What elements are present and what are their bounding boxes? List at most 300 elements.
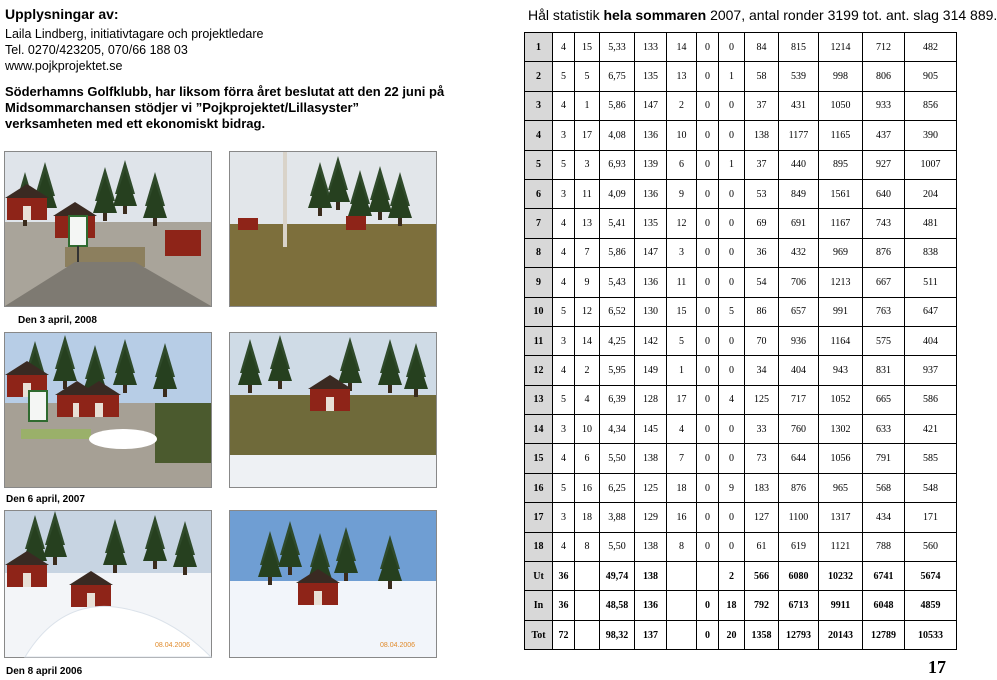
row-label-cell: 1 — [525, 33, 553, 62]
table-cell: 806 — [863, 62, 905, 91]
table-cell: 6080 — [779, 562, 819, 591]
row-label-cell: 6 — [525, 179, 553, 208]
table-cell: 137 — [635, 620, 667, 649]
table-cell: 1121 — [819, 532, 863, 561]
table-cell: 965 — [819, 473, 863, 502]
photo-2007-field — [229, 332, 437, 488]
table-cell — [667, 620, 697, 649]
table-cell: 9911 — [819, 591, 863, 620]
table-cell: 10232 — [819, 562, 863, 591]
table-cell: 0 — [697, 415, 719, 444]
table-cell: 667 — [863, 268, 905, 297]
table-cell: 9 — [719, 473, 745, 502]
table-cell: 712 — [863, 33, 905, 62]
table-cell: 0 — [697, 238, 719, 267]
table-cell: 743 — [863, 209, 905, 238]
table-cell: 792 — [745, 591, 779, 620]
table-total-row — [525, 562, 957, 591]
table-cell: 0 — [719, 356, 745, 385]
table-cell: 145 — [635, 415, 667, 444]
table-cell: 568 — [863, 473, 905, 502]
table-cell: 933 — [863, 91, 905, 120]
table-cell: 136 — [635, 591, 667, 620]
table-cell: 0 — [697, 150, 719, 179]
table-cell: 586 — [905, 385, 957, 414]
table-cell: 876 — [779, 473, 819, 502]
table-cell: 1007 — [905, 150, 957, 179]
table-cell: 0 — [697, 209, 719, 238]
table-cell: 0 — [697, 121, 719, 150]
table-cell: 7 — [575, 238, 600, 267]
table-cell: 5674 — [905, 562, 957, 591]
table-cell: 1165 — [819, 121, 863, 150]
table-cell: 149 — [635, 356, 667, 385]
table-cell: 36 — [553, 562, 575, 591]
table-cell: 4 — [553, 209, 575, 238]
table-cell: 1056 — [819, 444, 863, 473]
table-cell: 0 — [697, 326, 719, 355]
page-number: 17 — [928, 657, 946, 677]
table-cell: 936 — [779, 326, 819, 355]
table-cell: 129 — [635, 503, 667, 532]
contact-name: Laila Lindberg, initiativtagare och projektledare — [5, 27, 264, 41]
row-label-cell: 5 — [525, 150, 553, 179]
table-cell: 10 — [575, 415, 600, 444]
table-cell: 138 — [745, 121, 779, 150]
contact-website[interactable]: www.pojkprojektet.se — [5, 59, 123, 73]
row-label-cell: 2 — [525, 62, 553, 91]
row-label-cell: 14 — [525, 415, 553, 444]
table-cell: 33 — [745, 415, 779, 444]
table-cell: 831 — [863, 356, 905, 385]
table-cell: 0 — [697, 591, 719, 620]
table-cell: 5 — [575, 62, 600, 91]
table-row — [525, 91, 957, 120]
table-cell: 4 — [553, 238, 575, 267]
table-cell: 0 — [697, 532, 719, 561]
table-cell: 6741 — [863, 562, 905, 591]
table-cell: 4859 — [905, 591, 957, 620]
table-cell: 0 — [719, 121, 745, 150]
table-cell: 5 — [553, 385, 575, 414]
row-label-cell: 16 — [525, 473, 553, 502]
table-cell: 15 — [667, 297, 697, 326]
table-cell: 18 — [719, 591, 745, 620]
table-cell: 9 — [575, 268, 600, 297]
table-cell: 8 — [575, 532, 600, 561]
table-cell: 128 — [635, 385, 667, 414]
table-cell: 0 — [719, 91, 745, 120]
table-cell: 998 — [819, 62, 863, 91]
table-cell: 482 — [905, 33, 957, 62]
table-cell: 5,86 — [600, 91, 635, 120]
table-cell: 1561 — [819, 179, 863, 208]
table-cell: 575 — [863, 326, 905, 355]
table-cell: 791 — [863, 444, 905, 473]
row-label-cell: 8 — [525, 238, 553, 267]
table-cell: 0 — [719, 444, 745, 473]
table-cell: 11 — [667, 268, 697, 297]
table-cell: 849 — [779, 179, 819, 208]
table-cell: 3 — [553, 121, 575, 150]
table-cell: 0 — [697, 268, 719, 297]
table-cell: 37 — [745, 91, 779, 120]
table-cell: 895 — [819, 150, 863, 179]
table-cell: 183 — [745, 473, 779, 502]
table-cell: 905 — [905, 62, 957, 91]
table-cell: 3,88 — [600, 503, 635, 532]
table-cell: 838 — [905, 238, 957, 267]
table-cell: 6,52 — [600, 297, 635, 326]
table-row — [525, 473, 957, 502]
row-label-cell: 17 — [525, 503, 553, 532]
table-row — [525, 297, 957, 326]
table-cell: 127 — [745, 503, 779, 532]
table-cell: 37 — [745, 150, 779, 179]
table-cell: 0 — [719, 268, 745, 297]
row-label-cell: Tot — [525, 620, 553, 649]
table-cell: 1 — [719, 150, 745, 179]
table-cell: 17 — [575, 121, 600, 150]
table-cell: 69 — [745, 209, 779, 238]
table-row — [525, 415, 957, 444]
table-cell: 9 — [667, 179, 697, 208]
table-row — [525, 238, 957, 267]
table-cell: 2 — [575, 356, 600, 385]
table-cell: 815 — [779, 33, 819, 62]
table-cell: 0 — [697, 620, 719, 649]
table-cell — [697, 562, 719, 591]
table-cell: 5,50 — [600, 532, 635, 561]
table-cell: 7 — [667, 444, 697, 473]
table-row — [525, 326, 957, 355]
table-cell: 0 — [697, 91, 719, 120]
table-cell: 125 — [635, 473, 667, 502]
table-cell: 1 — [667, 356, 697, 385]
table-cell: 440 — [779, 150, 819, 179]
table-cell: 437 — [863, 121, 905, 150]
table-cell: 1167 — [819, 209, 863, 238]
table-cell: 147 — [635, 238, 667, 267]
table-row — [525, 444, 957, 473]
table-cell: 36 — [553, 591, 575, 620]
row-label-cell: In — [525, 591, 553, 620]
table-cell: 1358 — [745, 620, 779, 649]
table-cell: 937 — [905, 356, 957, 385]
table-cell — [667, 562, 697, 591]
right-page — [522, 0, 997, 680]
table-cell: 991 — [819, 297, 863, 326]
hole-statistics-table — [524, 32, 957, 650]
table-cell — [575, 591, 600, 620]
table-cell: 431 — [779, 91, 819, 120]
table-cell: 5 — [553, 297, 575, 326]
table-cell: 84 — [745, 33, 779, 62]
table-cell: 48,58 — [600, 591, 635, 620]
table-cell — [575, 562, 600, 591]
table-cell: 421 — [905, 415, 957, 444]
intro-paragraph: Söderhamns Golfklubb, har liksom förra året beslutat att den 22 juni på Midsommarchansen stödjer vi ”Pojkprojektet/Lillasyster” verksamheten med ett ekonomiskt bidrag. — [5, 84, 445, 131]
table-cell: 432 — [779, 238, 819, 267]
table-cell: 717 — [779, 385, 819, 414]
contact-phone: Tel. 0270/423205, 070/66 188 03 — [5, 43, 188, 57]
row-label-cell: 3 — [525, 91, 553, 120]
photo-2008-field — [229, 151, 437, 307]
photo-2006-snow-field-stamp: 08.04.2006 — [380, 642, 416, 649]
table-cell: 138 — [635, 444, 667, 473]
table-cell: 760 — [779, 415, 819, 444]
table-cell: 0 — [719, 179, 745, 208]
table-cell: 11 — [575, 179, 600, 208]
table-cell: 0 — [697, 33, 719, 62]
table-cell: 20 — [719, 620, 745, 649]
row-label-cell: 10 — [525, 297, 553, 326]
table-cell: 138 — [635, 562, 667, 591]
table-cell: 4,34 — [600, 415, 635, 444]
caption-2007: Den 6 april, 2007 — [6, 494, 85, 505]
table-row — [525, 385, 957, 414]
table-cell: 560 — [905, 532, 957, 561]
table-cell: 18 — [575, 503, 600, 532]
table-cell: 136 — [635, 121, 667, 150]
table-row — [525, 150, 957, 179]
table-cell: 6713 — [779, 591, 819, 620]
table-cell: 3 — [553, 503, 575, 532]
table-row — [525, 503, 957, 532]
table-cell: 5,41 — [600, 209, 635, 238]
row-label-cell: 12 — [525, 356, 553, 385]
table-cell: 53 — [745, 179, 779, 208]
table-cell: 142 — [635, 326, 667, 355]
table-cell: 1 — [719, 62, 745, 91]
table-cell: 1213 — [819, 268, 863, 297]
row-label-cell: 15 — [525, 444, 553, 473]
table-cell: 13 — [575, 209, 600, 238]
table-cell: 98,32 — [600, 620, 635, 649]
table-cell: 927 — [863, 150, 905, 179]
table-cell: 390 — [905, 121, 957, 150]
table-cell: 1317 — [819, 503, 863, 532]
table-cell: 34 — [745, 356, 779, 385]
table-cell: 0 — [719, 326, 745, 355]
table-cell: 72 — [553, 620, 575, 649]
table-cell: 12793 — [779, 620, 819, 649]
table-cell: 5,95 — [600, 356, 635, 385]
table-cell: 73 — [745, 444, 779, 473]
table-cell: 5,86 — [600, 238, 635, 267]
table-cell: 644 — [779, 444, 819, 473]
table-cell: 706 — [779, 268, 819, 297]
table-cell: 49,74 — [600, 562, 635, 591]
table-cell: 4,25 — [600, 326, 635, 355]
table-cell: 135 — [635, 209, 667, 238]
table-cell: 36 — [745, 238, 779, 267]
table-title: Hål statistik hela sommaren 2007, antal ronder 3199 tot. ant. slag 314 889. — [528, 7, 997, 23]
photo-2006-snow-yard-stamp: 08.04.2006 — [155, 642, 191, 649]
table-cell: 0 — [697, 444, 719, 473]
table-cell: 4 — [553, 91, 575, 120]
table-cell: 481 — [905, 209, 957, 238]
table-cell: 856 — [905, 91, 957, 120]
table-cell: 54 — [745, 268, 779, 297]
table-cell: 4 — [553, 356, 575, 385]
table-cell: 18 — [667, 473, 697, 502]
table-cell: 86 — [745, 297, 779, 326]
table-cell: 1100 — [779, 503, 819, 532]
table-row — [525, 179, 957, 208]
table-cell: 969 — [819, 238, 863, 267]
table-cell: 3 — [575, 150, 600, 179]
table-cell: 5 — [553, 62, 575, 91]
photo-2006-snow-yard — [4, 510, 212, 658]
table-row — [525, 121, 957, 150]
table-row — [525, 532, 957, 561]
table-row — [525, 356, 957, 385]
table-cell: 1302 — [819, 415, 863, 444]
table-cell: 13 — [667, 62, 697, 91]
photo-2006-snow-field — [229, 510, 437, 658]
table-cell: 4 — [553, 268, 575, 297]
table-total-row — [525, 591, 957, 620]
table-cell: 58 — [745, 62, 779, 91]
table-cell: 4 — [667, 415, 697, 444]
table-cell: 0 — [719, 532, 745, 561]
table-cell: 6,39 — [600, 385, 635, 414]
table-total-row — [525, 620, 957, 649]
table-cell: 876 — [863, 238, 905, 267]
table-cell: 3 — [553, 179, 575, 208]
table-cell: 171 — [905, 503, 957, 532]
row-label-cell: 18 — [525, 532, 553, 561]
table-cell: 4 — [553, 33, 575, 62]
table-cell: 4 — [719, 385, 745, 414]
table-cell: 10 — [667, 121, 697, 150]
table-cell: 136 — [635, 179, 667, 208]
table-cell: 204 — [905, 179, 957, 208]
table-cell: 8 — [667, 532, 697, 561]
table-cell: 6,93 — [600, 150, 635, 179]
table-cell: 0 — [719, 238, 745, 267]
table-cell: 4,09 — [600, 179, 635, 208]
table-cell: 16 — [575, 473, 600, 502]
table-cell: 6,25 — [600, 473, 635, 502]
table-cell: 657 — [779, 297, 819, 326]
table-row — [525, 33, 957, 62]
table-cell: 130 — [635, 297, 667, 326]
row-label-cell: 13 — [525, 385, 553, 414]
table-cell: 5 — [553, 150, 575, 179]
table-cell: 0 — [697, 356, 719, 385]
row-label-cell: 7 — [525, 209, 553, 238]
table-cell: 1 — [575, 91, 600, 120]
table-cell: 5,50 — [600, 444, 635, 473]
table-cell: 4 — [575, 385, 600, 414]
table-cell: 147 — [635, 91, 667, 120]
table-cell: 0 — [697, 473, 719, 502]
table-cell: 763 — [863, 297, 905, 326]
row-label-cell: Ut — [525, 562, 553, 591]
table-cell: 70 — [745, 326, 779, 355]
table-cell: 138 — [635, 532, 667, 561]
caption-2006: Den 8 april 2006 — [6, 666, 83, 677]
table-cell: 16 — [667, 503, 697, 532]
table-cell: 0 — [719, 503, 745, 532]
table-cell: 3 — [553, 326, 575, 355]
table-cell: 20143 — [819, 620, 863, 649]
table-cell: 6 — [575, 444, 600, 473]
table-cell — [575, 620, 600, 649]
table-cell: 4 — [553, 444, 575, 473]
table-cell: 5 — [719, 297, 745, 326]
row-label-cell: 9 — [525, 268, 553, 297]
table-cell: 539 — [779, 62, 819, 91]
table-cell: 125 — [745, 385, 779, 414]
table-cell: 633 — [863, 415, 905, 444]
table-cell: 139 — [635, 150, 667, 179]
table-cell: 5 — [553, 473, 575, 502]
caption-2008: Den 3 april, 2008 — [18, 315, 97, 326]
table-cell: 647 — [905, 297, 957, 326]
table-cell: 691 — [779, 209, 819, 238]
table-cell: 14 — [667, 33, 697, 62]
table-cell: 0 — [697, 179, 719, 208]
table-cell: 404 — [905, 326, 957, 355]
table-cell: 14 — [575, 326, 600, 355]
table-cell: 3 — [553, 415, 575, 444]
table-cell: 640 — [863, 179, 905, 208]
table-cell: 0 — [697, 385, 719, 414]
row-label-cell: 11 — [525, 326, 553, 355]
table-cell: 2 — [667, 91, 697, 120]
table-cell: 0 — [697, 297, 719, 326]
table-cell: 12 — [575, 297, 600, 326]
photo-2007-signpost — [4, 332, 212, 488]
table-cell: 12789 — [863, 620, 905, 649]
contact-heading: Upplysningar av: — [5, 6, 119, 22]
table-cell: 1214 — [819, 33, 863, 62]
table-cell — [667, 591, 697, 620]
table-row — [525, 209, 957, 238]
table-cell: 136 — [635, 268, 667, 297]
table-cell: 0 — [719, 415, 745, 444]
table-cell: 17 — [667, 385, 697, 414]
table-cell: 585 — [905, 444, 957, 473]
table-cell: 4,08 — [600, 121, 635, 150]
table-cell: 5,43 — [600, 268, 635, 297]
table-cell: 1164 — [819, 326, 863, 355]
table-cell: 548 — [905, 473, 957, 502]
table-cell: 0 — [719, 33, 745, 62]
table-cell: 4 — [553, 532, 575, 561]
table-cell: 511 — [905, 268, 957, 297]
table-cell: 135 — [635, 62, 667, 91]
table-cell: 943 — [819, 356, 863, 385]
photo-2008-signpost — [4, 151, 212, 307]
table-cell: 434 — [863, 503, 905, 532]
table-cell: 404 — [779, 356, 819, 385]
table-cell: 61 — [745, 532, 779, 561]
table-row — [525, 62, 957, 91]
table-cell: 0 — [697, 503, 719, 532]
table-cell: 2 — [719, 562, 745, 591]
table-cell: 1177 — [779, 121, 819, 150]
table-cell: 5,33 — [600, 33, 635, 62]
table-cell: 0 — [697, 62, 719, 91]
table-cell: 133 — [635, 33, 667, 62]
table-cell: 3 — [667, 238, 697, 267]
table-row — [525, 268, 957, 297]
table-cell: 566 — [745, 562, 779, 591]
